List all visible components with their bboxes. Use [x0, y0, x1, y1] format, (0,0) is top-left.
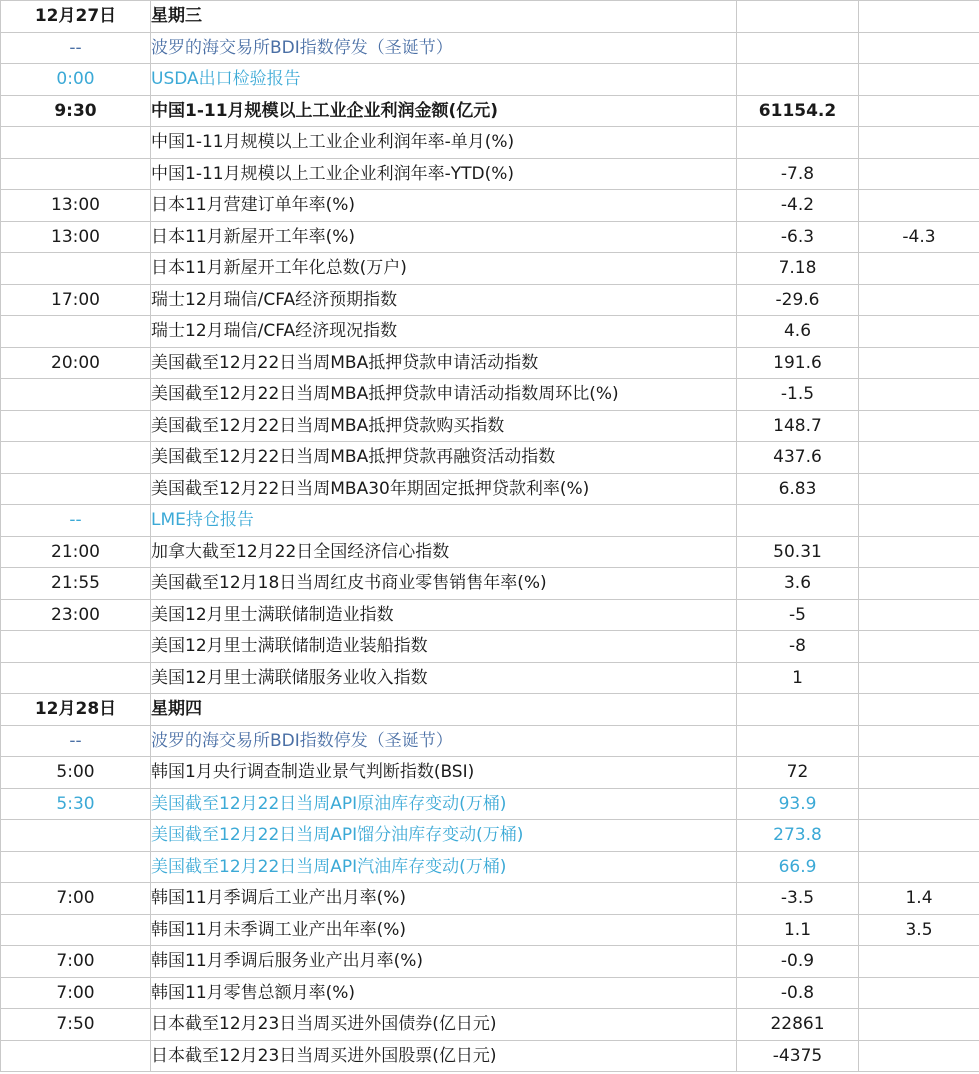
- table-row: [1, 253, 979, 285]
- previous-value-cell: [859, 599, 979, 631]
- calendar-body: [1, 1, 979, 1072]
- event-cell: USDA出口检验报告: [151, 64, 737, 96]
- table-row: [1, 347, 979, 379]
- event-cell: 美国截至12月18日当周红皮书商业零售销售年率(%): [151, 568, 737, 600]
- time-cell: 7:50: [1, 1009, 151, 1041]
- time-cell: [1, 662, 151, 694]
- time-cell: [1, 158, 151, 190]
- previous-value-cell: [859, 631, 979, 663]
- time-cell: 7:00: [1, 977, 151, 1009]
- time-cell: 17:00: [1, 284, 151, 316]
- event-cell: 美国12月里士满联储制造业指数: [151, 599, 737, 631]
- previous-value-cell: [859, 505, 979, 537]
- previous-value-cell: [859, 788, 979, 820]
- table-row: [1, 914, 979, 946]
- actual-value-cell: -7.8: [737, 158, 859, 190]
- actual-value-cell: [737, 694, 859, 726]
- time-cell: --: [1, 505, 151, 537]
- table-row: [1, 536, 979, 568]
- table-row: [1, 316, 979, 348]
- table-row: [1, 977, 979, 1009]
- time-cell: [1, 1040, 151, 1072]
- actual-value-cell: -0.9: [737, 946, 859, 978]
- actual-value-cell: 50.31: [737, 536, 859, 568]
- previous-value-cell: [859, 568, 979, 600]
- table-row: [1, 820, 979, 852]
- time-cell: [1, 410, 151, 442]
- table-row: [1, 221, 979, 253]
- time-cell: --: [1, 725, 151, 757]
- event-cell: 美国截至12月22日当周MBA抵押贷款申请活动指数: [151, 347, 737, 379]
- time-cell: [1, 127, 151, 159]
- event-cell: 波罗的海交易所BDI指数停发（圣诞节）: [151, 725, 737, 757]
- table-row: [1, 1, 979, 33]
- previous-value-cell: [859, 694, 979, 726]
- time-cell: 21:55: [1, 568, 151, 600]
- actual-value-cell: -5: [737, 599, 859, 631]
- time-cell: 0:00: [1, 64, 151, 96]
- event-cell: 中国1-11月规模以上工业企业利润金额(亿元): [151, 95, 737, 127]
- event-cell: 日本截至12月23日当周买进外国债券(亿日元): [151, 1009, 737, 1041]
- event-cell: 韩国11月季调后服务业产出月率(%): [151, 946, 737, 978]
- previous-value-cell: [859, 284, 979, 316]
- time-cell: 9:30: [1, 95, 151, 127]
- event-cell: 韩国11月零售总额月率(%): [151, 977, 737, 1009]
- actual-value-cell: -3.5: [737, 883, 859, 915]
- time-cell: [1, 631, 151, 663]
- actual-value-cell: [737, 505, 859, 537]
- table-row: [1, 1009, 979, 1041]
- previous-value-cell: [859, 946, 979, 978]
- actual-value-cell: 66.9: [737, 851, 859, 883]
- actual-value-cell: -6.3: [737, 221, 859, 253]
- actual-value-cell: [737, 127, 859, 159]
- event-cell: 美国截至12月22日当周MBA30年期固定抵押贷款利率(%): [151, 473, 737, 505]
- actual-value-cell: 6.83: [737, 473, 859, 505]
- event-cell: 美国截至12月22日当周API汽油库存变动(万桶): [151, 851, 737, 883]
- table-row: [1, 694, 979, 726]
- time-cell: 13:00: [1, 221, 151, 253]
- actual-value-cell: 273.8: [737, 820, 859, 852]
- previous-value-cell: 1.4: [859, 883, 979, 915]
- table-row: [1, 568, 979, 600]
- time-cell: [1, 473, 151, 505]
- time-cell: 20:00: [1, 347, 151, 379]
- previous-value-cell: [859, 347, 979, 379]
- table-row: [1, 757, 979, 789]
- previous-value-cell: 3.5: [859, 914, 979, 946]
- actual-value-cell: 93.9: [737, 788, 859, 820]
- time-cell: 12月27日: [1, 1, 151, 33]
- previous-value-cell: [859, 442, 979, 474]
- previous-value-cell: [859, 473, 979, 505]
- event-cell: 日本截至12月23日当周买进外国股票(亿日元): [151, 1040, 737, 1072]
- previous-value-cell: [859, 757, 979, 789]
- actual-value-cell: -1.5: [737, 379, 859, 411]
- actual-value-cell: -4.2: [737, 190, 859, 222]
- table-row: [1, 442, 979, 474]
- previous-value-cell: [859, 127, 979, 159]
- time-cell: [1, 442, 151, 474]
- event-cell: 日本11月新屋开工年化总数(万户): [151, 253, 737, 285]
- actual-value-cell: -8: [737, 631, 859, 663]
- time-cell: 23:00: [1, 599, 151, 631]
- actual-value-cell: [737, 725, 859, 757]
- table-row: [1, 662, 979, 694]
- event-cell: 中国1-11月规模以上工业企业利润年率-YTD(%): [151, 158, 737, 190]
- previous-value-cell: [859, 851, 979, 883]
- actual-value-cell: 4.6: [737, 316, 859, 348]
- actual-value-cell: 7.18: [737, 253, 859, 285]
- table-row: [1, 158, 979, 190]
- table-row: [1, 410, 979, 442]
- actual-value-cell: 1: [737, 662, 859, 694]
- event-cell: 韩国11月季调后工业产出月率(%): [151, 883, 737, 915]
- previous-value-cell: [859, 977, 979, 1009]
- event-cell: 美国截至12月22日当周MBA抵押贷款购买指数: [151, 410, 737, 442]
- previous-value-cell: [859, 410, 979, 442]
- time-cell: 5:30: [1, 788, 151, 820]
- table-row: [1, 473, 979, 505]
- event-cell: 日本11月新屋开工年率(%): [151, 221, 737, 253]
- previous-value-cell: [859, 253, 979, 285]
- previous-value-cell: -4.3: [859, 221, 979, 253]
- table-row: [1, 32, 979, 64]
- event-cell: 星期三: [151, 1, 737, 33]
- event-cell: 日本11月营建订单年率(%): [151, 190, 737, 222]
- event-cell: LME持仓报告: [151, 505, 737, 537]
- time-cell: 7:00: [1, 883, 151, 915]
- actual-value-cell: [737, 1, 859, 33]
- time-cell: [1, 253, 151, 285]
- table-row: [1, 788, 979, 820]
- actual-value-cell: 22861: [737, 1009, 859, 1041]
- previous-value-cell: [859, 536, 979, 568]
- table-row: [1, 505, 979, 537]
- event-cell: 波罗的海交易所BDI指数停发（圣诞节）: [151, 32, 737, 64]
- actual-value-cell: -29.6: [737, 284, 859, 316]
- event-cell: 美国截至12月22日当周MBA抵押贷款再融资活动指数: [151, 442, 737, 474]
- table-row: [1, 725, 979, 757]
- actual-value-cell: [737, 32, 859, 64]
- event-cell: 美国截至12月22日当周MBA抵押贷款申请活动指数周环比(%): [151, 379, 737, 411]
- table-row: [1, 127, 979, 159]
- table-row: [1, 631, 979, 663]
- table-row: [1, 379, 979, 411]
- time-cell: 7:00: [1, 946, 151, 978]
- actual-value-cell: -0.8: [737, 977, 859, 1009]
- actual-value-cell: 61154.2: [737, 95, 859, 127]
- previous-value-cell: [859, 32, 979, 64]
- time-cell: [1, 379, 151, 411]
- event-cell: 中国1-11月规模以上工业企业利润年率-单月(%): [151, 127, 737, 159]
- time-cell: --: [1, 32, 151, 64]
- time-cell: [1, 316, 151, 348]
- table-row: [1, 851, 979, 883]
- table-row: [1, 1040, 979, 1072]
- table-row: [1, 190, 979, 222]
- time-cell: 5:00: [1, 757, 151, 789]
- previous-value-cell: [859, 1, 979, 33]
- table-row: [1, 64, 979, 96]
- time-cell: 13:00: [1, 190, 151, 222]
- actual-value-cell: 437.6: [737, 442, 859, 474]
- time-cell: [1, 914, 151, 946]
- event-cell: 美国截至12月22日当周API原油库存变动(万桶): [151, 788, 737, 820]
- previous-value-cell: [859, 662, 979, 694]
- previous-value-cell: [859, 725, 979, 757]
- previous-value-cell: [859, 1040, 979, 1072]
- event-cell: 韩国1月央行调查制造业景气判断指数(BSI): [151, 757, 737, 789]
- event-cell: 美国截至12月22日当周API馏分油库存变动(万桶): [151, 820, 737, 852]
- previous-value-cell: [859, 379, 979, 411]
- actual-value-cell: 3.6: [737, 568, 859, 600]
- time-cell: [1, 820, 151, 852]
- previous-value-cell: [859, 64, 979, 96]
- table-row: [1, 599, 979, 631]
- event-cell: 瑞士12月瑞信/CFA经济预期指数: [151, 284, 737, 316]
- actual-value-cell: -4375: [737, 1040, 859, 1072]
- actual-value-cell: [737, 64, 859, 96]
- previous-value-cell: [859, 95, 979, 127]
- table-row: [1, 946, 979, 978]
- previous-value-cell: [859, 158, 979, 190]
- event-cell: 美国12月里士满联储服务业收入指数: [151, 662, 737, 694]
- time-cell: 12月28日: [1, 694, 151, 726]
- event-cell: 瑞士12月瑞信/CFA经济现况指数: [151, 316, 737, 348]
- previous-value-cell: [859, 190, 979, 222]
- event-cell: 美国12月里士满联储制造业装船指数: [151, 631, 737, 663]
- table-row: [1, 284, 979, 316]
- actual-value-cell: 1.1: [737, 914, 859, 946]
- table-row: [1, 95, 979, 127]
- actual-value-cell: 191.6: [737, 347, 859, 379]
- time-cell: 21:00: [1, 536, 151, 568]
- event-cell: 加拿大截至12月22日全国经济信心指数: [151, 536, 737, 568]
- time-cell: [1, 851, 151, 883]
- previous-value-cell: [859, 316, 979, 348]
- table-row: [1, 883, 979, 915]
- previous-value-cell: [859, 1009, 979, 1041]
- actual-value-cell: 148.7: [737, 410, 859, 442]
- previous-value-cell: [859, 820, 979, 852]
- actual-value-cell: 72: [737, 757, 859, 789]
- event-cell: 星期四: [151, 694, 737, 726]
- event-cell: 韩国11月未季调工业产出年率(%): [151, 914, 737, 946]
